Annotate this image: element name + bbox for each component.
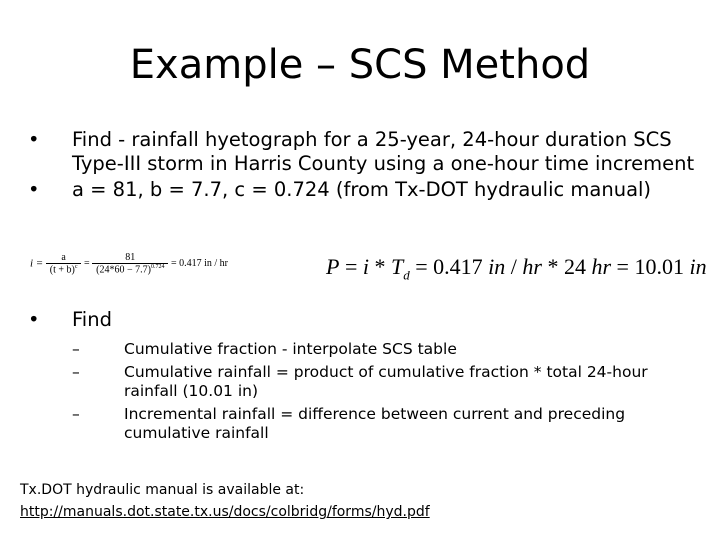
bullet-dot-icon: •: [28, 178, 40, 201]
bullet-item: [26, 128, 696, 176]
fraction-denominator: $(24*60 - 7.7)^{0.724}$: [96, 264, 165, 276]
bullet-item: [26, 178, 696, 202]
fraction-numerator: 81: [92, 252, 168, 264]
depth-equation: $P = i * T_d = 0.417$ in / hr * 24 hr = 10.01 in: [326, 254, 707, 283]
fraction-denominator: $(t + b)^c$: [49, 264, 78, 276]
equals-sign: =: [83, 257, 90, 269]
sub-bullet-item: [72, 340, 678, 360]
fraction-general: [46, 252, 82, 275]
bullet-list: [26, 128, 696, 204]
bullet-text: Find - rainfall hyetograph for a 25-year, 24-hour duration SCS Type-III storm in Harris County using a one-hour time increment: [72, 128, 695, 175]
manual-link[interactable]: http://manuals.dot.state.tx.us/docs/colbridg/forms/hyd.pdf: [20, 504, 430, 520]
equation-lhs: i =: [30, 257, 44, 270]
footer-note: [20, 479, 430, 523]
fraction-numeric: [92, 252, 168, 275]
slide-title: Example – SCS Method: [129, 42, 591, 88]
dash-icon: –: [72, 404, 80, 423]
bullet-dot-icon: •: [28, 308, 40, 331]
dash-icon: –: [72, 340, 80, 358]
sub-bullet-item: [72, 362, 678, 402]
sub-bullet-item: [72, 404, 678, 444]
sub-bullet-text: Cumulative rainfall = product of cumulative fraction * total 24-hour rainfall (10.01 in): [124, 362, 648, 400]
sub-bullet-list: [72, 340, 678, 447]
intensity-equation: [30, 252, 228, 275]
equation-row: [30, 252, 710, 296]
intensity-result: = 0.417 in / hr: [170, 257, 228, 269]
find-section: [26, 308, 696, 334]
bullet-text: a = 81, b = 7.7, c = 0.724 (from Tx-DOT hydraulic manual): [72, 178, 652, 201]
bullet-text: Find: [72, 308, 112, 331]
footer-text: Tx.DOT hydraulic manual is available at:: [20, 482, 305, 498]
bullet-item: [26, 308, 696, 332]
fraction-numerator: a: [46, 252, 82, 264]
dash-icon: –: [72, 362, 80, 381]
sub-bullet-text: Incremental rainfall = difference between current and preceding cumulative rainfall: [124, 404, 626, 442]
bullet-dot-icon: •: [28, 128, 40, 151]
sub-bullet-text: Cumulative fraction - interpolate SCS table: [124, 340, 457, 358]
